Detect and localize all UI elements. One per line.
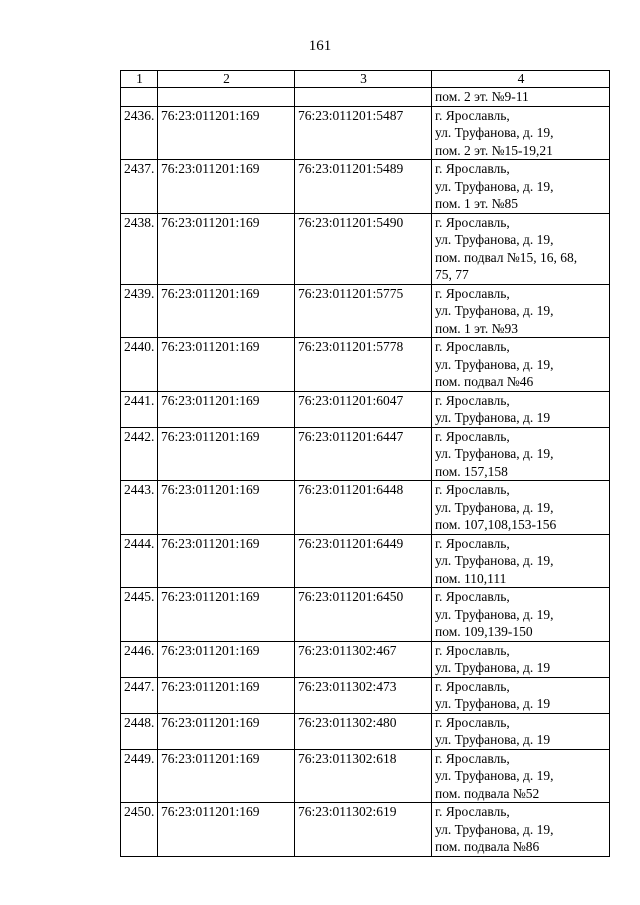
address-line: пом. 157,158 — [435, 463, 508, 479]
cadastral-number-land: 76:23:011201:169 — [158, 749, 295, 803]
address-cell — [432, 481, 610, 535]
address-line: ул. Труфанова, д. 19, — [435, 303, 554, 318]
address-cell — [432, 160, 610, 214]
row-number: 2442. — [121, 427, 158, 481]
address-line: пом. подвала №86 — [435, 839, 540, 854]
address-cell — [432, 641, 610, 677]
address-line: г. Ярославль, — [435, 214, 510, 230]
address-cell — [432, 534, 610, 588]
row-number — [121, 88, 158, 107]
address-line: г. Ярославль, — [435, 678, 510, 694]
address-cell — [432, 88, 610, 107]
address-line: ул. Труфанова, д. 19, — [435, 356, 554, 372]
table-row — [121, 749, 610, 803]
cadastral-number-object: 76:23:011201:5778 — [295, 338, 432, 392]
address-line: пом. 109,139-150 — [435, 624, 533, 639]
cadastral-number-object: 76:23:011302:467 — [295, 641, 432, 677]
address-line: ул. Труфанова, д. 19, — [435, 553, 554, 568]
cadastral-number-object: 76:23:011201:5490 — [295, 213, 432, 284]
cadastral-number-object: 76:23:011201:6447 — [295, 427, 432, 481]
address-line: ул. Труфанова, д. 19, — [435, 821, 554, 837]
address-line: пом. 1 эт. №85 — [435, 196, 518, 211]
row-number: 2447. — [121, 677, 158, 713]
row-number: 2445. — [121, 588, 158, 642]
cadastral-number-object: 76:23:011201:6047 — [295, 391, 432, 427]
table-row — [121, 427, 610, 481]
table-row — [121, 803, 610, 857]
cadastral-number-object: 76:23:011201:5489 — [295, 160, 432, 214]
address-line: ул. Труфанова, д. 19, — [435, 499, 554, 515]
address-cell — [432, 338, 610, 392]
cadastral-number-land — [158, 88, 295, 107]
address-line: пом. 2 эт. №15-19,21 — [435, 142, 553, 158]
cadastral-number-land: 76:23:011201:169 — [158, 284, 295, 338]
table-row — [121, 284, 610, 338]
cadastral-number-land: 76:23:011201:169 — [158, 677, 295, 713]
row-number: 2439. — [121, 284, 158, 338]
cadastral-number-object: 76:23:011302:480 — [295, 713, 432, 749]
row-number: 2438. — [121, 213, 158, 284]
table-row — [121, 160, 610, 214]
cadastral-number-land: 76:23:011201:169 — [158, 160, 295, 214]
address-line: пом. 1 эт. №93 — [435, 320, 518, 336]
address-line: г. Ярославль, — [435, 392, 510, 408]
column-header: 2 — [158, 71, 295, 88]
row-number: 2440. — [121, 338, 158, 392]
page-number: 161 — [308, 38, 332, 54]
address-cell — [432, 749, 610, 803]
table-row — [121, 713, 610, 749]
address-cell — [432, 588, 610, 642]
cadastral-number-object: 76:23:011201:5487 — [295, 106, 432, 160]
address-line: пом. 107,108,153-156 — [435, 517, 557, 532]
address-cell — [432, 391, 610, 427]
address-cell — [432, 284, 610, 338]
row-number: 2444. — [121, 534, 158, 588]
address-line: пом. подвала №52 — [435, 785, 540, 801]
row-number: 2448. — [121, 713, 158, 749]
address-line: г. Ярославль, — [435, 714, 510, 730]
row-number: 2437. — [121, 160, 158, 214]
table-row — [121, 391, 610, 427]
row-number: 2441. — [121, 391, 158, 427]
cadastral-number-object: 76:23:011302:619 — [295, 803, 432, 857]
cadastral-number-land: 76:23:011201:169 — [158, 106, 295, 160]
address-line: 75, 77 — [435, 267, 469, 282]
cadastral-number-land: 76:23:011201:169 — [158, 213, 295, 284]
table-row — [121, 677, 610, 713]
row-number: 2436. — [121, 106, 158, 160]
cadastral-number-object: 76:23:011201:6450 — [295, 588, 432, 642]
address-line: г. Ярославль, — [435, 535, 510, 551]
cadastral-number-land: 76:23:011201:169 — [158, 534, 295, 588]
address-line: пом. подвал №46 — [435, 374, 534, 389]
row-number: 2450. — [121, 803, 158, 857]
address-line: пом. 2 эт. №9-11 — [435, 89, 529, 104]
address-line: г. Ярославль, — [435, 285, 510, 301]
table-row — [121, 481, 610, 535]
table-row — [121, 88, 610, 107]
column-header: 4 — [432, 71, 610, 88]
cadastral-number-land: 76:23:011201:169 — [158, 391, 295, 427]
address-cell — [432, 677, 610, 713]
address-cell — [432, 213, 610, 284]
column-header: 1 — [121, 71, 158, 88]
address-line: пом. 110,111 — [435, 570, 507, 586]
cadastral-number-object — [295, 88, 432, 107]
address-line: ул. Труфанова, д. 19, — [435, 125, 554, 140]
address-line: ул. Труфанова, д. 19 — [435, 660, 551, 675]
address-line: г. Ярославль, — [435, 589, 510, 604]
cadastral-number-object: 76:23:011302:473 — [295, 677, 432, 713]
address-line: г. Ярославль, — [435, 642, 510, 658]
table-body — [121, 88, 610, 857]
address-line: г. Ярославль, — [435, 428, 510, 444]
cadastral-number-land: 76:23:011201:169 — [158, 427, 295, 481]
address-line: пом. подвал №15, 16, 68, — [435, 249, 578, 265]
address-line: г. Ярославль, — [435, 804, 510, 819]
address-line: г. Ярославль, — [435, 750, 510, 766]
row-number: 2446. — [121, 641, 158, 677]
address-line: ул. Труфанова, д. 19, — [435, 178, 554, 194]
address-line: ул. Труфанова, д. 19, — [435, 768, 554, 783]
cadastral-number-object: 76:23:011201:6449 — [295, 534, 432, 588]
cadastral-number-land: 76:23:011201:169 — [158, 641, 295, 677]
address-cell — [432, 713, 610, 749]
cadastral-number-land: 76:23:011201:169 — [158, 338, 295, 392]
address-line: г. Ярославль, — [435, 107, 510, 123]
cadastral-number-land: 76:23:011201:169 — [158, 803, 295, 857]
row-number: 2449. — [121, 749, 158, 803]
registry-table — [120, 70, 610, 857]
cadastral-number-object: 76:23:011302:618 — [295, 749, 432, 803]
table-row — [121, 338, 610, 392]
address-line: ул. Труфанова, д. 19, — [435, 446, 554, 461]
table-row — [121, 534, 610, 588]
address-cell — [432, 427, 610, 481]
cadastral-number-land: 76:23:011201:169 — [158, 481, 295, 535]
header-row — [121, 71, 610, 88]
table-row — [121, 588, 610, 642]
address-line: ул. Труфанова, д. 19 — [435, 732, 551, 747]
column-header: 3 — [295, 71, 432, 88]
cadastral-number-land: 76:23:011201:169 — [158, 713, 295, 749]
address-line: г. Ярославль, — [435, 339, 510, 354]
cadastral-number-object: 76:23:011201:6448 — [295, 481, 432, 535]
address-line: г. Ярославль, — [435, 482, 510, 497]
table-row — [121, 641, 610, 677]
address-cell — [432, 803, 610, 857]
row-number: 2443. — [121, 481, 158, 535]
table-row — [121, 106, 610, 160]
cadastral-number-land: 76:23:011201:169 — [158, 588, 295, 642]
address-line: ул. Труфанова, д. 19, — [435, 606, 554, 622]
address-cell — [432, 106, 610, 160]
cadastral-number-object: 76:23:011201:5775 — [295, 284, 432, 338]
address-line: г. Ярославль, — [435, 161, 510, 176]
address-line: ул. Труфанова, д. 19 — [435, 696, 551, 711]
address-line: ул. Труфанова, д. 19, — [435, 232, 554, 247]
table-row — [121, 213, 610, 284]
address-line: ул. Труфанова, д. 19 — [435, 410, 551, 425]
